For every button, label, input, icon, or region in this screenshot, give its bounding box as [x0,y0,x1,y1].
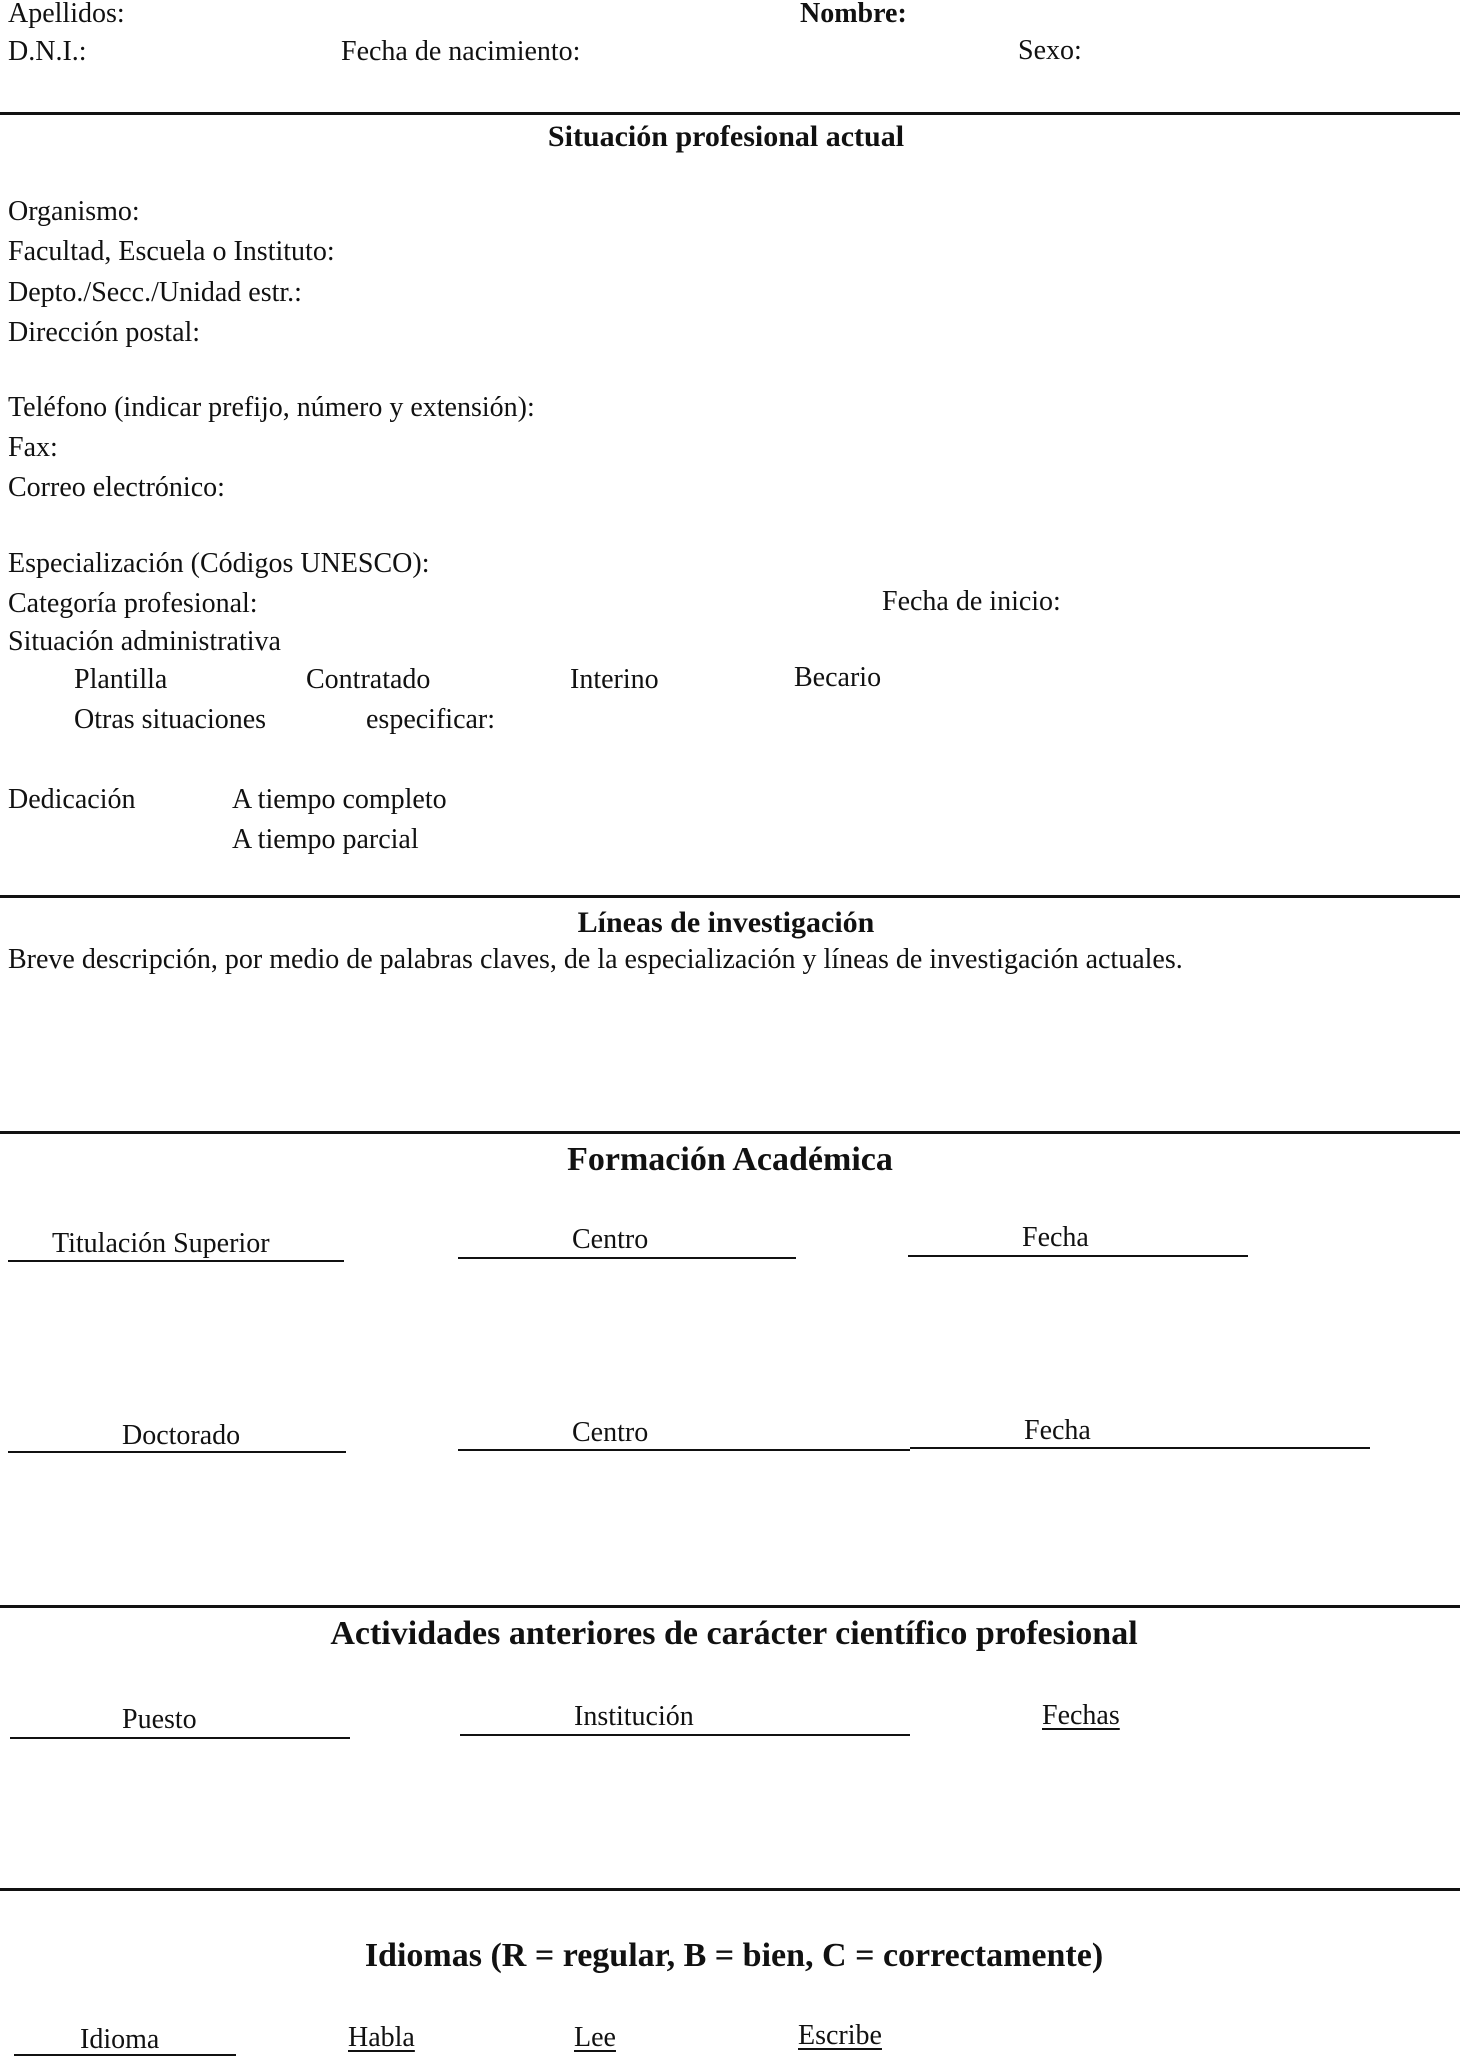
becario-option: Becario [794,662,882,693]
section-divider [0,1605,1460,1608]
section-divider [0,895,1460,898]
especializacion-label: Especialización (Códigos UNESCO): [8,548,430,579]
fax-label: Fax: [8,432,58,463]
dedicacion-label: Dedicación [8,784,136,815]
fecha2-underline [910,1447,1370,1449]
lee-label: Lee [574,2022,616,2053]
section-divider [0,1131,1460,1134]
sexo-label: Sexo: [1018,35,1082,66]
fecha-underline [908,1255,1248,1257]
apellidos-label: Apellidos: [8,0,125,29]
nombre-label: Nombre: [800,0,907,29]
idioma-label: Idioma [80,2024,160,2055]
doctorado-underline [8,1451,346,1453]
section-divider [0,112,1460,115]
categoria-label: Categoría profesional: [8,588,258,619]
tiempo-completo-option: A tiempo completo [232,784,447,815]
facultad-label: Facultad, Escuela o Instituto: [8,236,335,267]
lineas-title: Líneas de investigación [577,906,875,939]
organismo-label: Organismo: [8,196,140,227]
actividades-title: Actividades anteriores de carácter científico profesional [330,1615,1138,1652]
lineas-description: Breve descripción, por medio de palabras claves, de la especialización y líneas de investigación actuales. [8,944,1183,975]
situacion-title: Situación profesional actual [547,120,905,153]
otras-situaciones-option: Otras situaciones [74,704,267,735]
tiempo-parcial-option: A tiempo parcial [232,824,419,855]
contratado-option: Contratado [306,664,431,695]
especificar-label: especificar: [366,704,496,735]
interino-option: Interino [570,664,659,695]
titulacion-label: Titulación Superior [52,1228,270,1259]
idiomas-title: Idiomas (R = regular, B = bien, C = correctamente) [364,1937,1104,1974]
centro-underline [458,1257,796,1259]
fecha-inicio-label: Fecha de inicio: [882,586,1061,617]
formacion-title: Formación Académica [567,1141,893,1178]
centro2-underline [458,1449,910,1451]
telefono-label: Teléfono (indicar prefijo, número y extensión): [8,392,535,423]
situacion-administrativa-label: Situación administrativa [8,626,281,657]
centro-label: Centro [572,1224,649,1255]
section-divider [0,1888,1460,1891]
doctorado-label: Doctorado [122,1420,241,1451]
dni-label: D.N.I.: [8,36,87,67]
fecha-nacimiento-label: Fecha de nacimiento: [341,36,581,67]
fechas-label: Fechas [1042,1700,1120,1731]
depto-label: Depto./Secc./Unidad estr.: [8,277,302,308]
fecha2-label: Fecha [1024,1415,1091,1446]
centro2-label: Centro [572,1417,649,1448]
titulacion-underline [8,1260,344,1262]
direccion-label: Dirección postal: [8,317,201,348]
escribe-label: Escribe [798,2020,882,2051]
puesto-label: Puesto [122,1704,197,1735]
plantilla-option: Plantilla [74,664,168,695]
institucion-label: Institución [574,1701,694,1732]
correo-label: Correo electrónico: [8,472,225,503]
institucion-underline [460,1734,910,1736]
puesto-underline [10,1737,350,1739]
fecha-label: Fecha [1022,1222,1089,1253]
habla-label: Habla [348,2022,415,2053]
